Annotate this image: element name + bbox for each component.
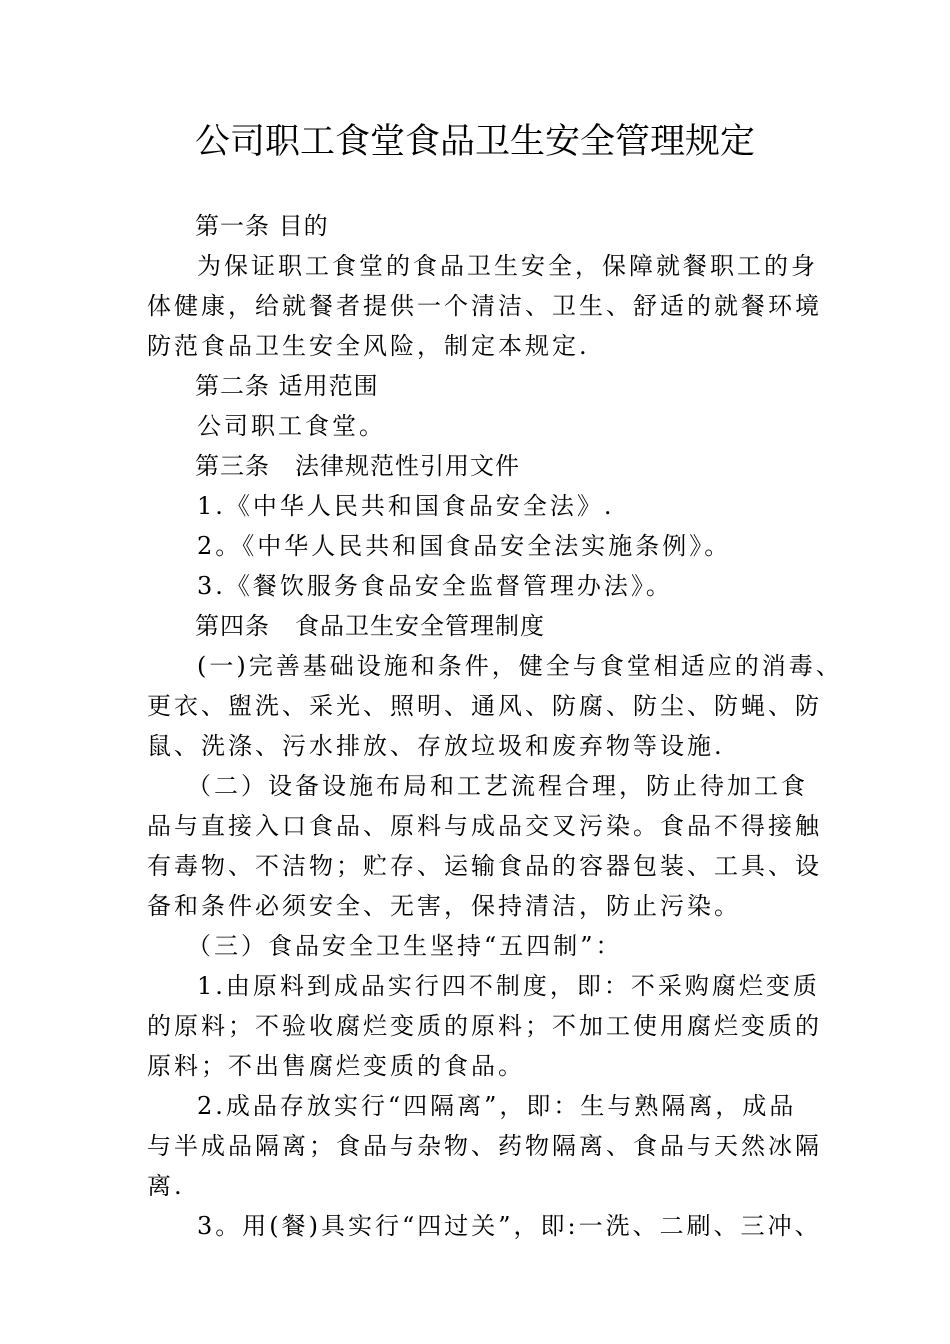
paragraph-line: 2。《中华人民共和国食品安全法实施条例》。 <box>197 532 732 560</box>
paragraph-line: 3.《餐饮服务食品安全监督管理办法》。 <box>197 572 673 600</box>
paragraph-line: 1.《中华人民共和国食品安全法》. <box>197 492 615 520</box>
paragraph-line: 体健康，给就餐者提供一个清洁、卫生、舒适的就餐环境 <box>147 292 822 320</box>
paragraph-line: (一)完善基础设施和条件，健全与食堂相适应的消毒、 <box>197 652 843 680</box>
section-heading: 第一条 目的 <box>195 212 329 240</box>
paragraph-line: （三）食品安全卫生坚持“五四制”： <box>187 932 623 960</box>
paragraph-line: 原料；不出售腐烂变质的食品。 <box>147 1052 525 1080</box>
paragraph-line: 有毒物、不洁物；贮存、运输食品的容器包装、工具、设 <box>147 852 822 880</box>
paragraph-line: （二）设备设施布局和工艺流程合理，防止待加工食 <box>187 772 808 800</box>
section-heading: 第二条 适用范围 <box>195 372 379 400</box>
section-heading: 第四条 食品卫生安全管理制度 <box>195 612 545 640</box>
paragraph-line: 更衣、盥洗、采光、照明、通风、防腐、防尘、防蝇、防 <box>147 692 822 720</box>
paragraph-line: 的原料；不验收腐烂变质的原料；不加工使用腐烂变质的 <box>147 1012 822 1040</box>
document-body <box>147 206 843 1246</box>
document-title: 公司职工食堂食品卫生安全管理规定 <box>194 122 755 162</box>
paragraph-line: 公司职工食堂。 <box>197 412 386 440</box>
paragraph-line: 为保证职工食堂的食品卫生安全，保障就餐职工的身 <box>197 252 818 280</box>
paragraph-line: 防范食品卫生安全风险，制定本规定. <box>147 332 590 360</box>
section-heading: 第三条 法律规范性引用文件 <box>195 452 520 480</box>
paragraph-line: 2.成品存放实行“四隔离”，即：生与熟隔离，成品 <box>197 1092 797 1120</box>
paragraph-line: 3。用(餐)具实行“四过关”，即:一洗、二刷、三冲、 <box>197 1212 822 1240</box>
paragraph-line: 备和条件必须安全、无害，保持清洁，防止污染。 <box>147 892 741 920</box>
paragraph-line: 1.由原料到成品实行四不制度，即：不采购腐烂变质 <box>197 972 820 1000</box>
paragraph-line: 品与直接入口食品、原料与成品交叉污染。食品不得接触 <box>147 812 822 840</box>
paragraph-line: 与半成品隔离；食品与杂物、药物隔离、食品与天然冰隔 <box>147 1132 822 1160</box>
paragraph-line: 离. <box>147 1172 185 1200</box>
paragraph-line: 鼠、洗涤、污水排放、存放垃圾和废弃物等设施. <box>147 732 725 760</box>
